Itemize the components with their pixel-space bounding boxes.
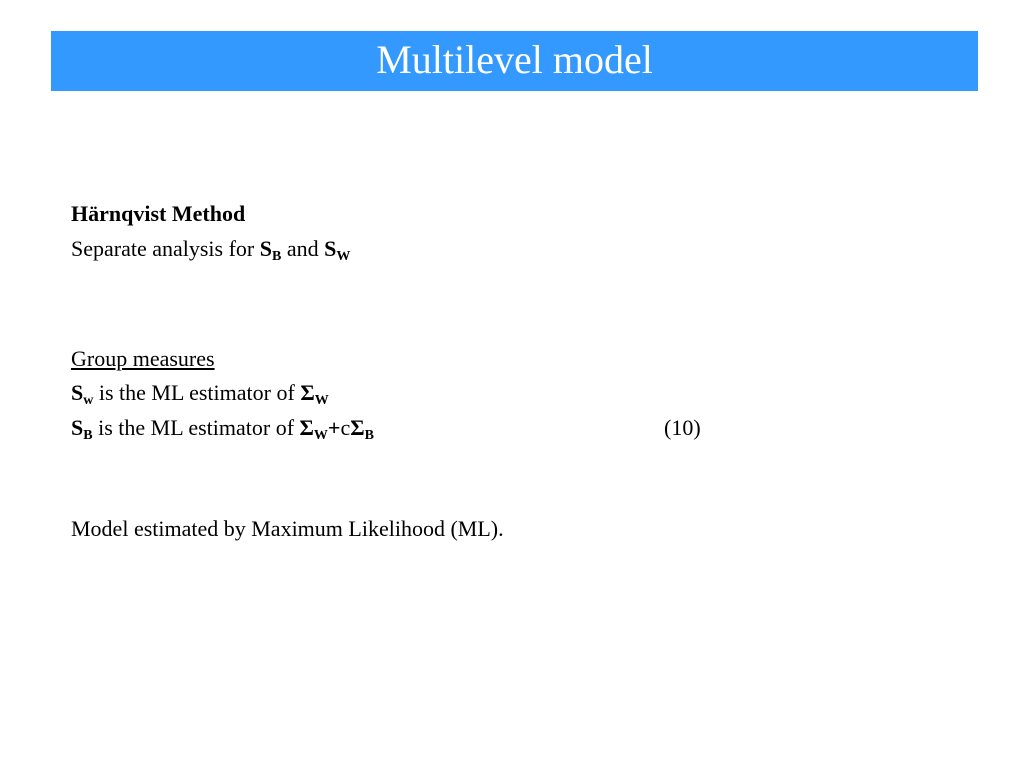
line2-sigma-2-subscript: B [364,428,374,443]
and-text: and [286,236,319,261]
estimation-note: Model estimated by Maximum Likelihood (ML). [71,516,504,541]
subscript-w: W [336,249,351,264]
line1-sigma-subscript: W [314,393,329,408]
line2-c: c [340,415,351,440]
line2-sigma-1-subscript: W [313,428,328,443]
line2-sigma-2: Σ [350,415,365,440]
group-measure-line-1 [71,380,329,406]
line1-sigma: Σ [300,380,315,405]
line2-plus: + [327,415,341,440]
line2-sigma-1: Σ [299,415,314,440]
method-description [71,236,350,262]
method-heading-text: Härnqvist Method [71,201,246,226]
line1-text: is the ML estimator of [98,380,295,405]
line1-subscript: w [83,393,94,408]
group-measure-line-2 [71,415,374,441]
line2-subscript: B [83,428,93,443]
symbol-s-b: S [259,236,273,261]
slide-title-bar [51,31,978,91]
group-measures-heading-text: Group measures [71,346,215,371]
line2-symbol-s: S [71,415,84,440]
method-description-prefix: Separate analysis for [71,236,255,261]
subscript-b: B [272,249,282,264]
equation-number: (10) [664,415,701,440]
group-measures-heading [71,346,215,372]
method-heading [71,201,245,227]
slide-title: Multilevel model [376,37,653,82]
symbol-s-w: S [324,236,337,261]
line2-text: is the ML estimator of [98,415,295,440]
line1-symbol-s: S [71,380,84,405]
